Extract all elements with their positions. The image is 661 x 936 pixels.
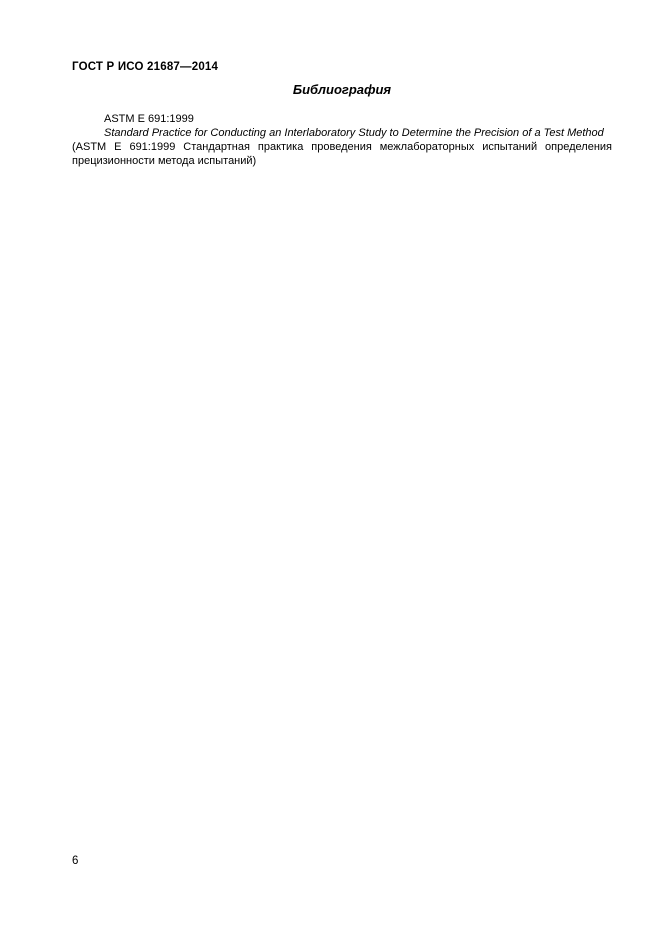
page-number: 6 <box>72 855 79 867</box>
bibliography-entry <box>72 112 612 168</box>
page-content <box>72 0 612 936</box>
reference-title-russian: (ASTM E 691:1999 Стандартная практика проведения межлабораторных испытаний определения прецизионности метода испытаний) <box>72 141 612 167</box>
reference-standard-id: ASTM E 691:1999 <box>104 113 194 125</box>
page-title: Библиография <box>292 82 392 97</box>
reference-title-english: Standard Practice for Conducting an Interlaboratory Study to Determine the Precision of a Test Method <box>104 127 604 139</box>
document-header-standard-number: ГОСТ Р ИСО 21687—2014 <box>72 61 219 73</box>
